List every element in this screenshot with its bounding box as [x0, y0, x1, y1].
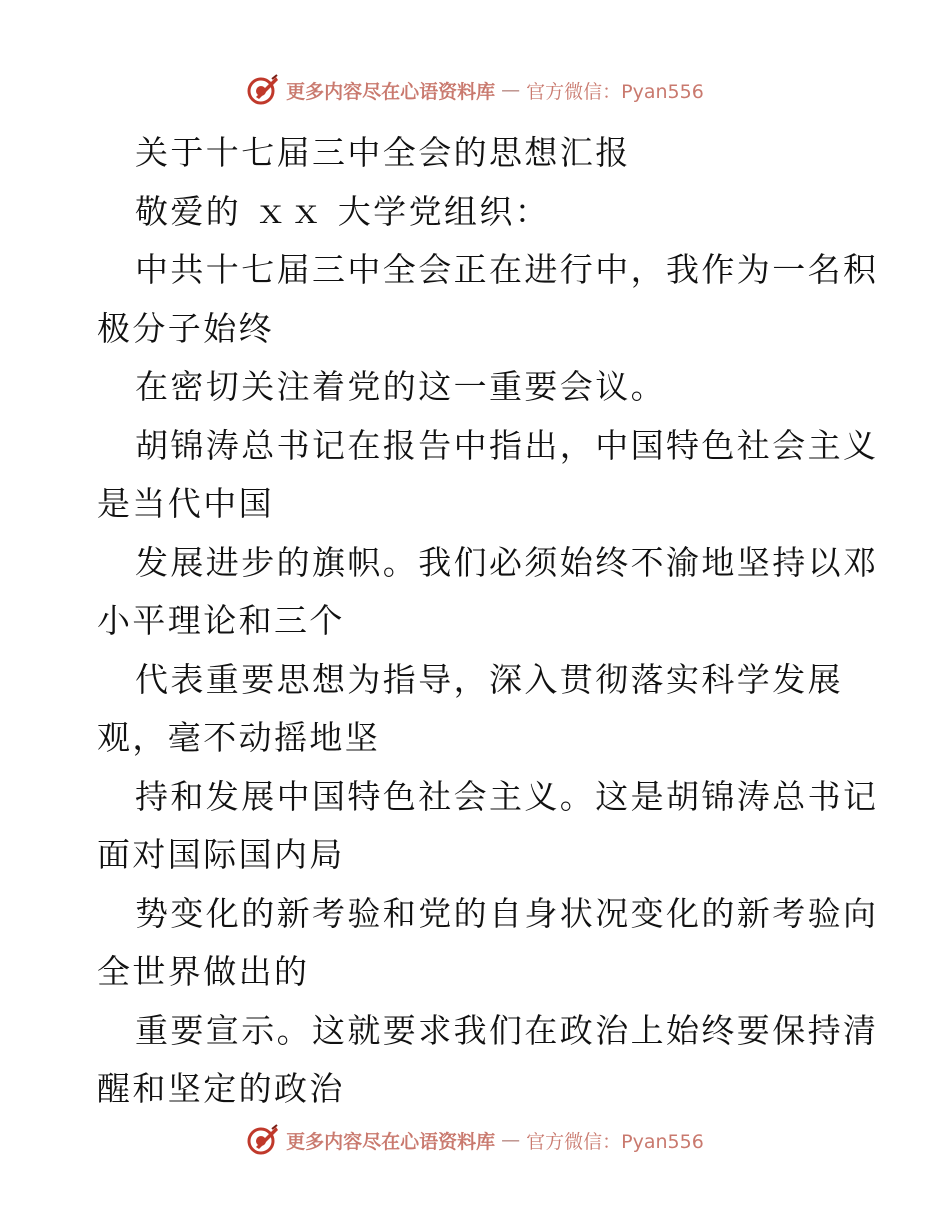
paragraph-line: 代表重要思想为指导，深入贯彻落实科学发展: [135, 659, 843, 699]
paragraph-line: 观，毫不动摇地坚: [97, 718, 381, 757]
footer-banner: [0, 1120, 950, 1160]
paragraph-line: 在密切关注着党的这一重要会议。: [135, 367, 666, 406]
paragraph-line: 发展进步的旗帜。我们必须始终不渝地坚持以邓: [135, 542, 879, 582]
document-body: [97, 124, 879, 1119]
banner-contact-text: 官方微信：Pyan556: [526, 80, 704, 103]
paragraph-line: 醒和坚定的政治: [97, 1069, 345, 1108]
document-title: 关于十七届三中全会的思想汇报: [135, 133, 631, 172]
quill-pen-logo-icon: [246, 1123, 280, 1157]
paragraph-line: 中共十七届三中全会正在进行中，我作为一名积: [135, 250, 879, 289]
banner-separator: —: [501, 1129, 521, 1151]
paragraph-line: 面对国际国内局: [97, 835, 345, 874]
paragraph-line: 势变化的新考验和党的自身状况变化的新考验向: [135, 893, 879, 933]
banner-brand-text: 更多内容尽在心语资料库: [286, 80, 496, 103]
paragraph-line: 极分子始终: [97, 308, 274, 348]
paragraph-line: 小平理论和三个: [97, 601, 345, 640]
paragraph-line: 重要宣示。这就要求我们在政治上始终要保持清: [135, 1010, 879, 1050]
paragraph-line: 持和发展中国特色社会主义。这是胡锦涛总书记: [135, 776, 879, 816]
paragraph-line: 胡锦涛总书记在报告中指出，中国特色社会主义: [135, 425, 879, 465]
banner-separator: —: [501, 79, 521, 101]
paragraph-line: 全世界做出的: [97, 952, 310, 991]
banner-contact-text: 官方微信：Pyan556: [526, 1130, 704, 1153]
header-banner: [0, 70, 950, 110]
document-salutation: 敬爱的 ｘｘ 大学党组织：: [135, 191, 551, 231]
paragraph-line: 是当代中国: [97, 484, 274, 523]
quill-pen-logo-icon: [246, 73, 280, 107]
banner-brand-text: 更多内容尽在心语资料库: [286, 1130, 496, 1153]
